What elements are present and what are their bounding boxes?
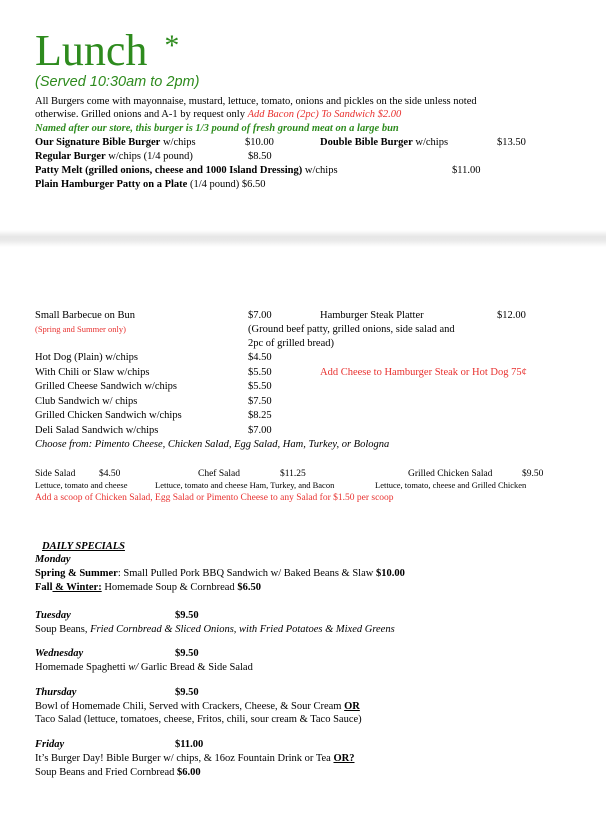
- chef-salad-desc: Lettuce, tomato and cheese Ham, Turkey, and Bacon: [155, 480, 335, 490]
- menu-item-signature: [35, 136, 196, 149]
- menu-item-chef-salad: Chef Salad: [198, 469, 240, 479]
- item-price: $7.00: [248, 425, 272, 436]
- item-name: Our Signature Bible Burger: [35, 137, 161, 148]
- tuesday-desc: [35, 623, 395, 636]
- special-desc-b: w/: [128, 662, 139, 673]
- item-price: $10.00: [245, 137, 274, 148]
- season-label: Fall: [35, 582, 53, 593]
- menu-item-double: [320, 136, 448, 149]
- item-price: $5.50: [248, 367, 272, 378]
- menu-item-club: Club Sandwich w/ chips: [35, 396, 138, 407]
- thursday-heading: Thursday: [35, 687, 77, 698]
- page-break: [0, 230, 606, 247]
- served-hours: (Served 10:30am to 2pm): [35, 74, 200, 90]
- burger-note-2: [35, 108, 401, 121]
- menu-item-chili-slaw: With Chili or Slaw w/chips: [35, 367, 150, 378]
- menu-item-deli-salad: Deli Salad Sandwich w/chips: [35, 425, 159, 436]
- menu-item-regular: [35, 150, 193, 163]
- or-label: OR?: [333, 753, 355, 764]
- asterisk-icon: *: [164, 29, 180, 62]
- cheese-addon: Add Cheese to Hamburger Steak or Hot Dog 75¢: [320, 367, 527, 378]
- menu-item-barbecue: Small Barbecue on Bun: [35, 310, 136, 321]
- page-title: [35, 20, 179, 77]
- friday-desc-1: [35, 752, 354, 765]
- tuesday-heading: Tuesday: [35, 610, 71, 621]
- monday-heading: Monday: [35, 554, 71, 565]
- choose-from-note: Choose from: Pimento Cheese, Chicken Salad, Egg Salad, Ham, Turkey, or Bologna: [35, 439, 390, 450]
- special-desc: Soup Beans and Fried Cornbread: [35, 767, 178, 778]
- menu-item-grilled-chicken-salad: Grilled Chicken Salad: [408, 469, 493, 479]
- item-price: $8.25: [248, 410, 272, 421]
- season-label-rest: & Winter:: [52, 582, 102, 593]
- item-name: Double Bible Burger: [320, 137, 413, 148]
- season-label: Spring & Summer: [35, 568, 118, 579]
- burger-note-2-text: otherwise. Grilled onions and A-1 by request only: [35, 109, 245, 120]
- bacon-addon: Add Bacon (2pc) To Sandwich $2.00: [247, 109, 402, 120]
- wednesday-desc: [35, 661, 253, 674]
- item-suffix: (1/4 pound): [187, 179, 240, 190]
- monday-fall: [35, 581, 261, 594]
- item-name: Regular Burger: [35, 151, 106, 162]
- burger-note-1: All Burgers come with mayonnaise, mustard, lettuce, tomato, onions and pickles on the side unless noted: [35, 96, 477, 107]
- special-desc: Bowl of Homemade Chili, Served with Crackers, Cheese, & Sour Cream: [35, 701, 345, 712]
- item-price: $5.50: [248, 381, 272, 392]
- item-price: $8.50: [248, 151, 272, 162]
- or-label: OR: [344, 701, 360, 712]
- item-price: $11.25: [280, 469, 306, 479]
- special-desc-c: Garlic Bread & Side Salad: [138, 662, 253, 673]
- item-price: $7.50: [248, 396, 272, 407]
- special-desc-a: Soup Beans,: [35, 624, 91, 635]
- special-price: $10.00: [375, 568, 405, 579]
- signature-note: Named after our store, this burger is 1/3 pound of fresh ground meat on a large bun: [35, 123, 399, 134]
- thursday-desc-2: Taco Salad (lettuce, tomatoes, cheese, Fritos, chili, sour cream & Taco Sauce): [35, 714, 362, 725]
- special-price: $6.50: [237, 582, 261, 593]
- item-suffix: w/chips: [412, 137, 449, 148]
- seasonal-note: (Spring and Summer only): [35, 324, 126, 334]
- special-price: $9.50: [175, 687, 199, 698]
- specials-heading: DAILY SPECIALS: [42, 541, 125, 552]
- item-name: Patty Melt (grilled onions, cheese and 1000 Island Dressing): [35, 165, 303, 176]
- side-salad-desc: Lettuce, tomato and cheese: [35, 480, 128, 490]
- menu-item-patty-melt: [35, 164, 338, 177]
- special-price: $9.50: [175, 610, 199, 621]
- item-suffix: w/chips: [160, 137, 196, 148]
- special-desc-b: Fried Cornbread & Sliced Onions, with Fried Potatoes & Mixed Greens: [90, 624, 395, 635]
- steak-description-2: 2pc of grilled bread): [248, 338, 335, 349]
- menu-item-grilled-cheese: Grilled Cheese Sandwich w/chips: [35, 381, 178, 392]
- menu-item-plain-patty: [35, 178, 266, 191]
- special-desc: : Small Pulled Pork BBQ Sandwich w/ Baked Beans & Slaw: [117, 568, 374, 579]
- item-price: $7.00: [248, 310, 272, 321]
- special-desc: It’s Burger Day! Bible Burger w/ chips, & 16oz Fountain Drink or Tea: [35, 753, 334, 764]
- item-price: $6.50: [241, 179, 266, 190]
- steak-description-1: (Ground beef patty, grilled onions, side salad and: [248, 324, 455, 335]
- item-price: $4.50: [99, 469, 121, 479]
- thursday-desc-1: [35, 700, 360, 713]
- item-suffix: w/chips (1/4 pound): [105, 151, 193, 162]
- menu-item-steak-platter: Hamburger Steak Platter: [320, 310, 424, 321]
- friday-heading: Friday: [35, 739, 65, 750]
- friday-desc-2: [35, 766, 201, 779]
- title-text: Lunch: [35, 26, 148, 75]
- item-price: $11.00: [452, 165, 481, 176]
- monday-spring: [35, 567, 405, 580]
- item-name: Plain Hamburger Patty on a Plate: [35, 179, 188, 190]
- menu-item-hot-dog: Hot Dog (Plain) w/chips: [35, 352, 138, 363]
- item-price: $12.00: [497, 310, 526, 321]
- item-price: $4.50: [248, 352, 272, 363]
- grilled-chicken-salad-desc: Lettuce, tomato, cheese and Grilled Chicken: [375, 480, 527, 490]
- salad-addon: Add a scoop of Chicken Salad, Egg Salad or Pimento Cheese to any Salad for $1.50 per scoop: [35, 493, 394, 503]
- special-desc: Homemade Soup & Cornbread: [101, 582, 235, 593]
- special-price: $6.00: [177, 767, 201, 778]
- item-suffix: w/chips: [302, 165, 338, 176]
- special-desc-a: Homemade Spaghetti: [35, 662, 129, 673]
- item-price: $9.50: [522, 469, 544, 479]
- special-price: $9.50: [175, 648, 199, 659]
- item-price: $13.50: [497, 137, 526, 148]
- wednesday-heading: Wednesday: [35, 648, 84, 659]
- menu-item-side-salad: Side Salad: [35, 469, 76, 479]
- special-price: $11.00: [175, 739, 204, 750]
- menu-item-grilled-chicken: Grilled Chicken Sandwich w/chips: [35, 410, 182, 421]
